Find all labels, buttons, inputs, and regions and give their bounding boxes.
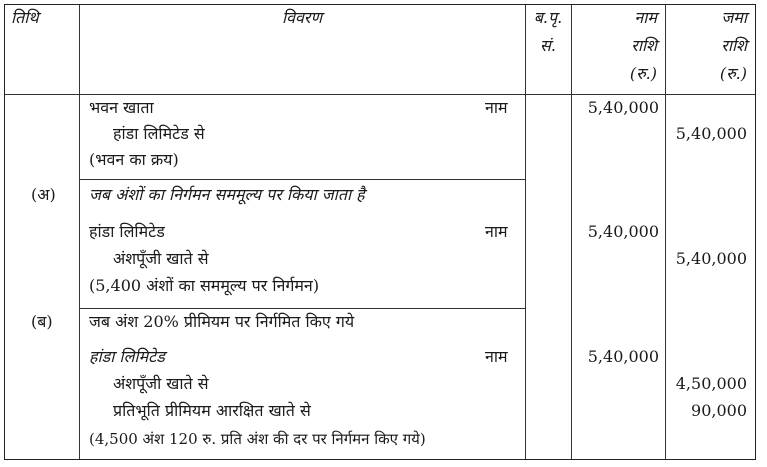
entry-heading: जब अंश 20% प्रीमियम पर निर्गमित किए गये <box>89 312 355 331</box>
entry-divider <box>79 308 525 309</box>
debit-account: हांडा लिमिटेड <box>89 222 165 241</box>
column-divider <box>79 5 80 459</box>
header-debit: राशि <box>631 36 657 55</box>
journal-table <box>4 4 756 460</box>
header-date: तिथि <box>11 8 39 27</box>
dr-label: नाम <box>485 347 508 366</box>
dr-label: नाम <box>485 222 508 241</box>
column-divider <box>525 5 526 459</box>
credit-amount: 5,40,000 <box>675 249 747 268</box>
debit-amount: 5,40,000 <box>587 98 659 117</box>
credit-amount: 4,50,000 <box>675 374 747 393</box>
header-debit: (रु.) <box>629 64 657 83</box>
header-credit: (रु.) <box>719 64 747 83</box>
debit-account: भवन खाता <box>89 98 154 117</box>
credit-account: प्रतिभूति प्रीमियम आरक्षित खाते से <box>113 401 311 420</box>
credit-account: अंशपूँजी खाते से <box>113 249 209 268</box>
header-credit: जमा <box>721 8 747 27</box>
entry-heading: जब अंशों का निर्गमन सममूल्य पर किया जाता है <box>89 185 365 204</box>
debit-amount: 5,40,000 <box>587 222 659 241</box>
header-particulars: विवरण <box>281 8 323 27</box>
header-credit: राशि <box>721 36 747 55</box>
credit-amount: 90,000 <box>691 401 747 420</box>
header-lf: ब.पृ. <box>533 8 563 27</box>
credit-account: हांडा लिमिटेड से <box>113 124 205 143</box>
credit-amount: 5,40,000 <box>675 124 747 143</box>
entry-divider <box>79 179 525 180</box>
entry-label: (अ) <box>31 185 56 204</box>
debit-amount: 5,40,000 <box>587 347 659 366</box>
debit-account: हांडा लिमिटेड <box>89 347 165 366</box>
dr-label: नाम <box>485 98 508 117</box>
narration: (भवन का क्रय) <box>89 150 179 169</box>
header-divider <box>5 94 755 95</box>
header-debit: नाम <box>634 8 657 27</box>
entry-label: (ब) <box>31 312 53 331</box>
narration: (4,500 अंश 120 रु. प्रति अंश की दर पर निर्गमन किए गये) <box>89 430 426 448</box>
narration: (5,400 अंशों का सममूल्य पर निर्गमन) <box>89 276 320 295</box>
credit-account: अंशपूँजी खाते से <box>113 374 209 393</box>
header-lf: सं. <box>540 36 556 55</box>
